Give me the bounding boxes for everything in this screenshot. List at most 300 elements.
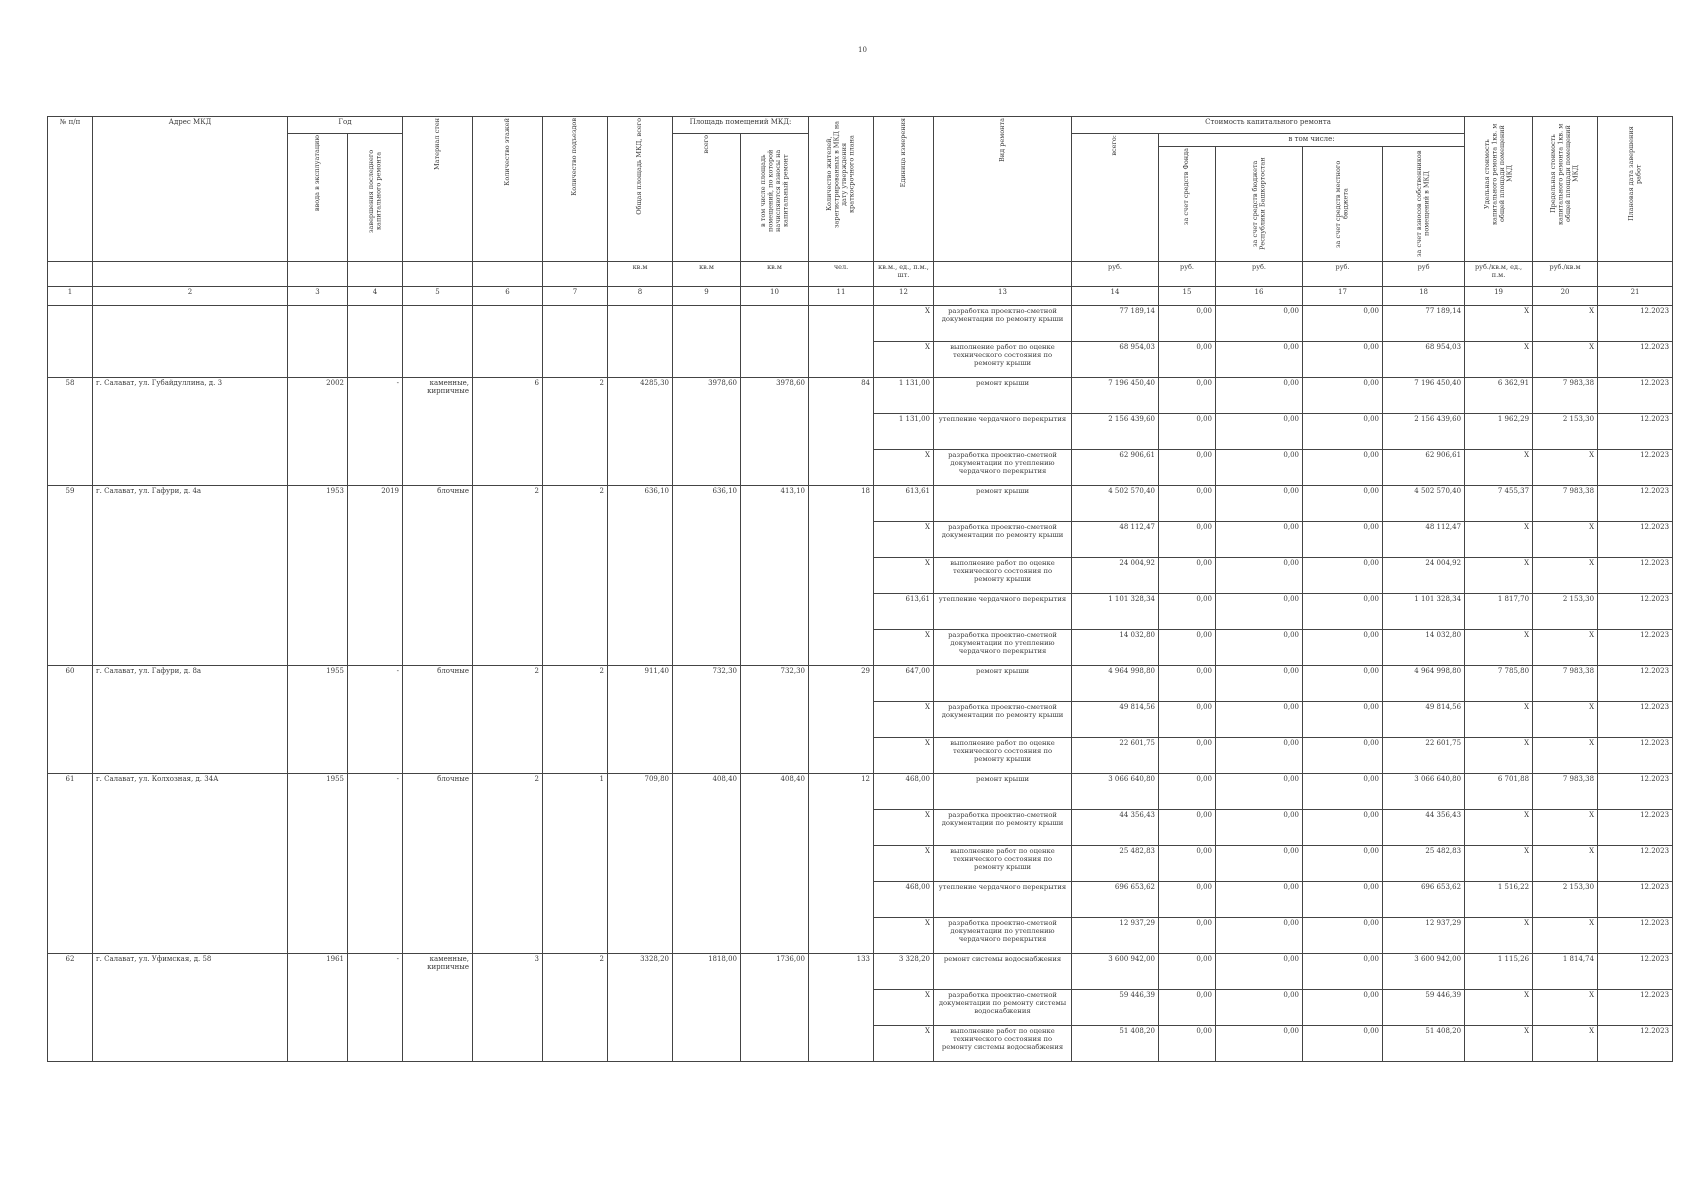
header-total-area: Общая площадь МКД, всего <box>608 117 673 262</box>
cost-owners: 48 112,47 <box>1383 522 1465 558</box>
commissioning-year: 1953 <box>288 486 348 666</box>
entrances-count: 2 <box>543 378 608 486</box>
cost-owners: 2 156 439,60 <box>1383 414 1465 450</box>
address-cell: г. Салават, ул. Гафури, д. 8а <box>93 666 288 774</box>
cost-rb-budget: 0,00 <box>1216 810 1303 846</box>
header-fund: за счет средств Фонда <box>1159 147 1216 262</box>
column-number: 10 <box>741 287 809 306</box>
specific-cost: X <box>1465 306 1533 342</box>
completion-date: 12.2023 <box>1598 774 1673 810</box>
total-area: 911,40 <box>608 666 673 774</box>
work-type: разработка проектно-сметной документации по утеплению чердачного перекрытия <box>934 630 1072 666</box>
cost-owners: 77 189,14 <box>1383 306 1465 342</box>
entrances-count: 1 <box>543 774 608 954</box>
page-number: 10 <box>858 46 867 54</box>
column-number: 7 <box>543 287 608 306</box>
work-type: выполнение работ по оценке технического состояния по ремонту крыши <box>934 558 1072 594</box>
cost-fund: 0,00 <box>1159 990 1216 1026</box>
header-date: Плановая дата завершения работ <box>1598 117 1673 262</box>
cost-fund: 0,00 <box>1159 342 1216 378</box>
cost-rb-budget: 0,00 <box>1216 918 1303 954</box>
wall-material: каменные, кирпичные <box>403 378 473 486</box>
completion-date: 12.2023 <box>1598 1026 1673 1062</box>
cost-rb-budget: 0,00 <box>1216 486 1303 522</box>
cost-owners: 7 196 450,40 <box>1383 378 1465 414</box>
total-area: 709,80 <box>608 774 673 954</box>
unit-label: кв.м <box>673 262 741 287</box>
cost-total: 49 814,56 <box>1072 702 1159 738</box>
commissioning-year: 1955 <box>288 774 348 954</box>
unit-value: X <box>874 702 934 738</box>
contrib-area: 3978,60 <box>741 378 809 486</box>
unit-label: руб <box>1383 262 1465 287</box>
cost-rb-budget: 0,00 <box>1216 990 1303 1026</box>
limit-cost: X <box>1533 306 1598 342</box>
unit-value: X <box>874 342 934 378</box>
address-cell: г. Салават, ул. Гафури, д. 4а <box>93 486 288 666</box>
cost-local-budget: 0,00 <box>1303 738 1383 774</box>
entrances-count: 2 <box>543 954 608 1062</box>
contrib-area: 1736,00 <box>741 954 809 1062</box>
limit-cost: X <box>1533 738 1598 774</box>
table-row <box>48 954 1673 990</box>
cost-local-budget: 0,00 <box>1303 486 1383 522</box>
specific-cost: 1 516,22 <box>1465 882 1533 918</box>
cost-total: 48 112,47 <box>1072 522 1159 558</box>
contrib-area <box>741 306 809 378</box>
cost-local-budget: 0,00 <box>1303 594 1383 630</box>
last-repair-year: - <box>348 954 403 1062</box>
column-number: 18 <box>1383 287 1465 306</box>
residents-count <box>809 306 874 378</box>
specific-cost: X <box>1465 630 1533 666</box>
residents-count: 133 <box>809 954 874 1062</box>
specific-cost: 7 785,80 <box>1465 666 1533 702</box>
specific-cost: X <box>1465 810 1533 846</box>
unit-value: X <box>874 990 934 1026</box>
cost-rb-budget: 0,00 <box>1216 450 1303 486</box>
cost-owners: 12 937,29 <box>1383 918 1465 954</box>
residents-count: 29 <box>809 666 874 774</box>
cost-fund: 0,00 <box>1159 522 1216 558</box>
work-type: выполнение работ по оценке технического состояния по ремонту системы водоснабжения <box>934 1026 1072 1062</box>
specific-cost: X <box>1465 846 1533 882</box>
cost-fund: 0,00 <box>1159 306 1216 342</box>
address-cell: г. Салават, ул. Уфимская, д. 58 <box>93 954 288 1062</box>
cost-local-budget: 0,00 <box>1303 990 1383 1026</box>
total-area: 636,10 <box>608 486 673 666</box>
specific-cost: X <box>1465 342 1533 378</box>
work-type: разработка проектно-сметной документации по ремонту крыши <box>934 810 1072 846</box>
residents-count: 84 <box>809 378 874 486</box>
unit-value: 468,00 <box>874 774 934 810</box>
limit-cost: X <box>1533 558 1598 594</box>
completion-date: 12.2023 <box>1598 954 1673 990</box>
column-number: 19 <box>1465 287 1533 306</box>
cost-local-budget: 0,00 <box>1303 558 1383 594</box>
contrib-area: 413,10 <box>741 486 809 666</box>
cost-rb-budget: 0,00 <box>1216 558 1303 594</box>
floors-count: 2 <box>473 666 543 774</box>
header-cost-total: всего: <box>1072 134 1159 262</box>
unit-value: X <box>874 738 934 774</box>
last-repair-year: - <box>348 774 403 954</box>
completion-date: 12.2023 <box>1598 846 1673 882</box>
table-row <box>48 774 1673 810</box>
specific-cost: X <box>1465 522 1533 558</box>
completion-date: 12.2023 <box>1598 810 1673 846</box>
header-year-group: Год <box>288 117 403 134</box>
cost-total: 22 601,75 <box>1072 738 1159 774</box>
unit-value: X <box>874 918 934 954</box>
specific-cost: X <box>1465 918 1533 954</box>
unit-value: 613,61 <box>874 594 934 630</box>
header-cost-group: Стоимость капитального ремонта <box>1072 117 1465 134</box>
cost-total: 14 032,80 <box>1072 630 1159 666</box>
header-cost-sub: в том числе: <box>1159 134 1465 147</box>
header-wall: Материал стен <box>403 117 473 262</box>
header-commissioning: ввода в эксплуатацию <box>288 134 348 262</box>
floors-count: 2 <box>473 486 543 666</box>
last-repair-year <box>348 306 403 378</box>
commissioning-year: 1961 <box>288 954 348 1062</box>
specific-cost: X <box>1465 738 1533 774</box>
cost-fund: 0,00 <box>1159 774 1216 810</box>
column-number: 16 <box>1216 287 1303 306</box>
completion-date: 12.2023 <box>1598 342 1673 378</box>
header-owners: за счет взносов собственников помещений в МКД <box>1383 147 1465 262</box>
premises-area: 732,30 <box>673 666 741 774</box>
cost-local-budget: 0,00 <box>1303 1026 1383 1062</box>
cost-rb-budget: 0,00 <box>1216 522 1303 558</box>
capital-repair-table <box>47 116 1673 1062</box>
wall-material: блочные <box>403 774 473 954</box>
premises-area: 1818,00 <box>673 954 741 1062</box>
unit-value: 613,61 <box>874 486 934 522</box>
cost-rb-budget: 0,00 <box>1216 774 1303 810</box>
cost-fund: 0,00 <box>1159 702 1216 738</box>
specific-cost: 7 455,37 <box>1465 486 1533 522</box>
header-unit: Единица измерения <box>874 117 934 262</box>
wall-material <box>403 306 473 378</box>
cost-owners: 4 502 570,40 <box>1383 486 1465 522</box>
completion-date: 12.2023 <box>1598 630 1673 666</box>
work-type: ремонт крыши <box>934 666 1072 702</box>
cost-owners: 68 954,03 <box>1383 342 1465 378</box>
cost-owners: 3 600 942,00 <box>1383 954 1465 990</box>
work-type: разработка проектно-сметной документации по ремонту крыши <box>934 702 1072 738</box>
completion-date: 12.2023 <box>1598 450 1673 486</box>
cost-fund: 0,00 <box>1159 954 1216 990</box>
cost-local-budget: 0,00 <box>1303 342 1383 378</box>
address-cell: г. Салават, ул. Колхозная, д. 34А <box>93 774 288 954</box>
column-number: 15 <box>1159 287 1216 306</box>
unit-value: X <box>874 1026 934 1062</box>
cost-total: 25 482,83 <box>1072 846 1159 882</box>
header-area-contrib: в том числе площадь помещений, по которой начисляются взносы на капитальный ремонт <box>741 134 809 262</box>
completion-date: 12.2023 <box>1598 594 1673 630</box>
completion-date: 12.2023 <box>1598 306 1673 342</box>
cost-owners: 49 814,56 <box>1383 702 1465 738</box>
cost-total: 62 906,61 <box>1072 450 1159 486</box>
cost-rb-budget: 0,00 <box>1216 306 1303 342</box>
limit-cost: X <box>1533 522 1598 558</box>
specific-cost: 6 362,91 <box>1465 378 1533 414</box>
column-number: 4 <box>348 287 403 306</box>
cost-total: 696 653,62 <box>1072 882 1159 918</box>
column-number: 6 <box>473 287 543 306</box>
work-type: разработка проектно-сметной документации по утеплению чердачного перекрытия <box>934 450 1072 486</box>
premises-area: 3978,60 <box>673 378 741 486</box>
row-number: 58 <box>48 378 93 486</box>
completion-date: 12.2023 <box>1598 918 1673 954</box>
header-area-group: Площадь помещений МКД: <box>673 117 809 134</box>
entrances-count <box>543 306 608 378</box>
cost-total: 68 954,03 <box>1072 342 1159 378</box>
work-type: разработка проектно-сметной документации по ремонту системы водоснабжения <box>934 990 1072 1026</box>
limit-cost: 7 983,38 <box>1533 378 1598 414</box>
cost-rb-budget: 0,00 <box>1216 1026 1303 1062</box>
cost-total: 2 156 439,60 <box>1072 414 1159 450</box>
specific-cost: X <box>1465 990 1533 1026</box>
limit-cost: 2 153,30 <box>1533 414 1598 450</box>
header-local-budget: за счет средств местного бюджета <box>1303 147 1383 262</box>
cost-fund: 0,00 <box>1159 666 1216 702</box>
cost-owners: 25 482,83 <box>1383 846 1465 882</box>
limit-cost: 1 814,74 <box>1533 954 1598 990</box>
unit-value: X <box>874 558 934 594</box>
completion-date: 12.2023 <box>1598 522 1673 558</box>
cost-local-budget: 0,00 <box>1303 918 1383 954</box>
cost-local-budget: 0,00 <box>1303 630 1383 666</box>
wall-material: блочные <box>403 486 473 666</box>
cost-fund: 0,00 <box>1159 630 1216 666</box>
work-type: утепление чердачного перекрытия <box>934 414 1072 450</box>
total-area <box>608 306 673 378</box>
cost-local-budget: 0,00 <box>1303 378 1383 414</box>
table-body <box>48 306 1673 1062</box>
work-type: ремонт крыши <box>934 486 1072 522</box>
completion-date: 12.2023 <box>1598 378 1673 414</box>
specific-cost: X <box>1465 558 1533 594</box>
residents-count: 18 <box>809 486 874 666</box>
limit-cost: 2 153,30 <box>1533 882 1598 918</box>
address-cell <box>93 306 288 378</box>
commissioning-year: 1955 <box>288 666 348 774</box>
cost-total: 3 066 640,80 <box>1072 774 1159 810</box>
contrib-area: 732,30 <box>741 666 809 774</box>
header-area-all: всего <box>673 134 741 262</box>
work-type: выполнение работ по оценке технического состояния по ремонту крыши <box>934 846 1072 882</box>
unit-value: X <box>874 522 934 558</box>
table-row <box>48 306 1673 342</box>
completion-date: 12.2023 <box>1598 414 1673 450</box>
limit-cost: 7 983,38 <box>1533 774 1598 810</box>
unit-value: X <box>874 810 934 846</box>
completion-date: 12.2023 <box>1598 702 1673 738</box>
header-last-repair: завершения последнего капитального ремонта <box>348 134 403 262</box>
floors-count: 6 <box>473 378 543 486</box>
cost-local-budget: 0,00 <box>1303 882 1383 918</box>
residents-count: 12 <box>809 774 874 954</box>
cost-total: 7 196 450,40 <box>1072 378 1159 414</box>
cost-rb-budget: 0,00 <box>1216 342 1303 378</box>
work-type: разработка проектно-сметной документации по ремонту крыши <box>934 306 1072 342</box>
table-row <box>48 666 1673 702</box>
cost-local-budget: 0,00 <box>1303 954 1383 990</box>
column-number: 13 <box>934 287 1072 306</box>
cost-local-budget: 0,00 <box>1303 450 1383 486</box>
limit-cost: X <box>1533 342 1598 378</box>
cost-local-budget: 0,00 <box>1303 414 1383 450</box>
entrances-count: 2 <box>543 666 608 774</box>
cost-total: 44 356,43 <box>1072 810 1159 846</box>
cost-total: 59 446,39 <box>1072 990 1159 1026</box>
column-number: 12 <box>874 287 934 306</box>
floors-count: 3 <box>473 954 543 1062</box>
work-type: утепление чердачного перекрытия <box>934 594 1072 630</box>
header-floors: Количество этажей <box>473 117 543 262</box>
premises-area: 408,40 <box>673 774 741 954</box>
cost-owners: 14 032,80 <box>1383 630 1465 666</box>
cost-owners: 44 356,43 <box>1383 810 1465 846</box>
row-number: 60 <box>48 666 93 774</box>
cost-rb-budget: 0,00 <box>1216 630 1303 666</box>
work-type: выполнение работ по оценке технического состояния по ремонту крыши <box>934 342 1072 378</box>
cost-owners: 22 601,75 <box>1383 738 1465 774</box>
premises-area <box>673 306 741 378</box>
unit-value: 1 131,00 <box>874 378 934 414</box>
row-number: 61 <box>48 774 93 954</box>
work-type: ремонт крыши <box>934 378 1072 414</box>
cost-local-budget: 0,00 <box>1303 702 1383 738</box>
limit-cost: X <box>1533 810 1598 846</box>
cost-total: 4 964 998,80 <box>1072 666 1159 702</box>
column-number: 5 <box>403 287 473 306</box>
unit-label: руб./кв.м, ед., п.м. <box>1465 262 1533 287</box>
last-repair-year: 2019 <box>348 486 403 666</box>
cost-fund: 0,00 <box>1159 486 1216 522</box>
cost-owners: 24 004,92 <box>1383 558 1465 594</box>
cost-local-budget: 0,00 <box>1303 522 1383 558</box>
cost-fund: 0,00 <box>1159 378 1216 414</box>
completion-date: 12.2023 <box>1598 882 1673 918</box>
cost-fund: 0,00 <box>1159 558 1216 594</box>
wall-material: блочные <box>403 666 473 774</box>
work-type: утепление чердачного перекрытия <box>934 882 1072 918</box>
specific-cost: 6 701,88 <box>1465 774 1533 810</box>
column-number: 1 <box>48 287 93 306</box>
unit-label: руб. <box>1072 262 1159 287</box>
cost-rb-budget: 0,00 <box>1216 882 1303 918</box>
column-numbers-row <box>48 287 1673 306</box>
header-residents: Количество жителей, зарегистрированных в МКД на дату утверждения краткосрочного плана <box>809 117 874 262</box>
completion-date: 12.2023 <box>1598 666 1673 702</box>
column-number: 11 <box>809 287 874 306</box>
premises-area: 636,10 <box>673 486 741 666</box>
column-number: 2 <box>93 287 288 306</box>
work-type: ремонт системы водоснабжения <box>934 954 1072 990</box>
header-entrances: Количество подъездов <box>543 117 608 262</box>
floors-count: 2 <box>473 774 543 954</box>
specific-cost: 1 817,70 <box>1465 594 1533 630</box>
completion-date: 12.2023 <box>1598 486 1673 522</box>
cost-fund: 0,00 <box>1159 450 1216 486</box>
cost-rb-budget: 0,00 <box>1216 666 1303 702</box>
row-number <box>48 306 93 378</box>
cost-rb-budget: 0,00 <box>1216 954 1303 990</box>
work-type: разработка проектно-сметной документации по ремонту крыши <box>934 522 1072 558</box>
cost-rb-budget: 0,00 <box>1216 846 1303 882</box>
header-address: Адрес МКД <box>93 117 288 262</box>
table-row <box>48 378 1673 414</box>
cost-rb-budget: 0,00 <box>1216 702 1303 738</box>
column-number: 8 <box>608 287 673 306</box>
unit-label: руб. <box>1216 262 1303 287</box>
unit-value: X <box>874 450 934 486</box>
cost-owners: 59 446,39 <box>1383 990 1465 1026</box>
cost-local-budget: 0,00 <box>1303 666 1383 702</box>
unit-label: кв.м <box>608 262 673 287</box>
unit-label: чел. <box>809 262 874 287</box>
cost-owners: 696 653,62 <box>1383 882 1465 918</box>
cost-total: 12 937,29 <box>1072 918 1159 954</box>
address-cell: г. Салават, ул. Губайдуллина, д. 3 <box>93 378 288 486</box>
cost-fund: 0,00 <box>1159 414 1216 450</box>
cost-fund: 0,00 <box>1159 846 1216 882</box>
cost-fund: 0,00 <box>1159 882 1216 918</box>
last-repair-year: - <box>348 378 403 486</box>
commissioning-year <box>288 306 348 378</box>
work-type: выполнение работ по оценке технического состояния по ремонту крыши <box>934 738 1072 774</box>
completion-date: 12.2023 <box>1598 738 1673 774</box>
column-number: 17 <box>1303 287 1383 306</box>
header-rb-budget: за счет средств бюджета Республики Башкортостан <box>1216 147 1303 262</box>
limit-cost: X <box>1533 918 1598 954</box>
limit-cost: 2 153,30 <box>1533 594 1598 630</box>
unit-label: руб. <box>1303 262 1383 287</box>
entrances-count: 2 <box>543 486 608 666</box>
column-number: 20 <box>1533 287 1598 306</box>
cost-owners: 4 964 998,80 <box>1383 666 1465 702</box>
cost-fund: 0,00 <box>1159 810 1216 846</box>
specific-cost: X <box>1465 702 1533 738</box>
header-row-1 <box>48 117 1673 134</box>
column-number: 21 <box>1598 287 1673 306</box>
cost-local-budget: 0,00 <box>1303 810 1383 846</box>
cost-total: 3 600 942,00 <box>1072 954 1159 990</box>
limit-cost: X <box>1533 990 1598 1026</box>
work-type: разработка проектно-сметной документации по утеплению чердачного перекрытия <box>934 918 1072 954</box>
unit-label: кв.м <box>741 262 809 287</box>
limit-cost: X <box>1533 1026 1598 1062</box>
header-work-type: Вид ремонта <box>934 117 1072 262</box>
limit-cost: 7 983,38 <box>1533 486 1598 522</box>
cost-fund: 0,00 <box>1159 918 1216 954</box>
header-limit-cost: Предельная стоимость капитального ремонта 1кв. м общей площади помещений МКД <box>1533 117 1598 262</box>
unit-value: 647,00 <box>874 666 934 702</box>
cost-local-budget: 0,00 <box>1303 846 1383 882</box>
completion-date: 12.2023 <box>1598 558 1673 594</box>
unit-value: X <box>874 630 934 666</box>
specific-cost: 1 115,26 <box>1465 954 1533 990</box>
cost-owners: 3 066 640,80 <box>1383 774 1465 810</box>
cost-total: 77 189,14 <box>1072 306 1159 342</box>
header-specific-cost: Удельная стоимость капитального ремонта 1кв. м общей площади помещений МКД <box>1465 117 1533 262</box>
last-repair-year: - <box>348 666 403 774</box>
header-num: № п/п <box>48 117 93 262</box>
cost-total: 51 408,20 <box>1072 1026 1159 1062</box>
